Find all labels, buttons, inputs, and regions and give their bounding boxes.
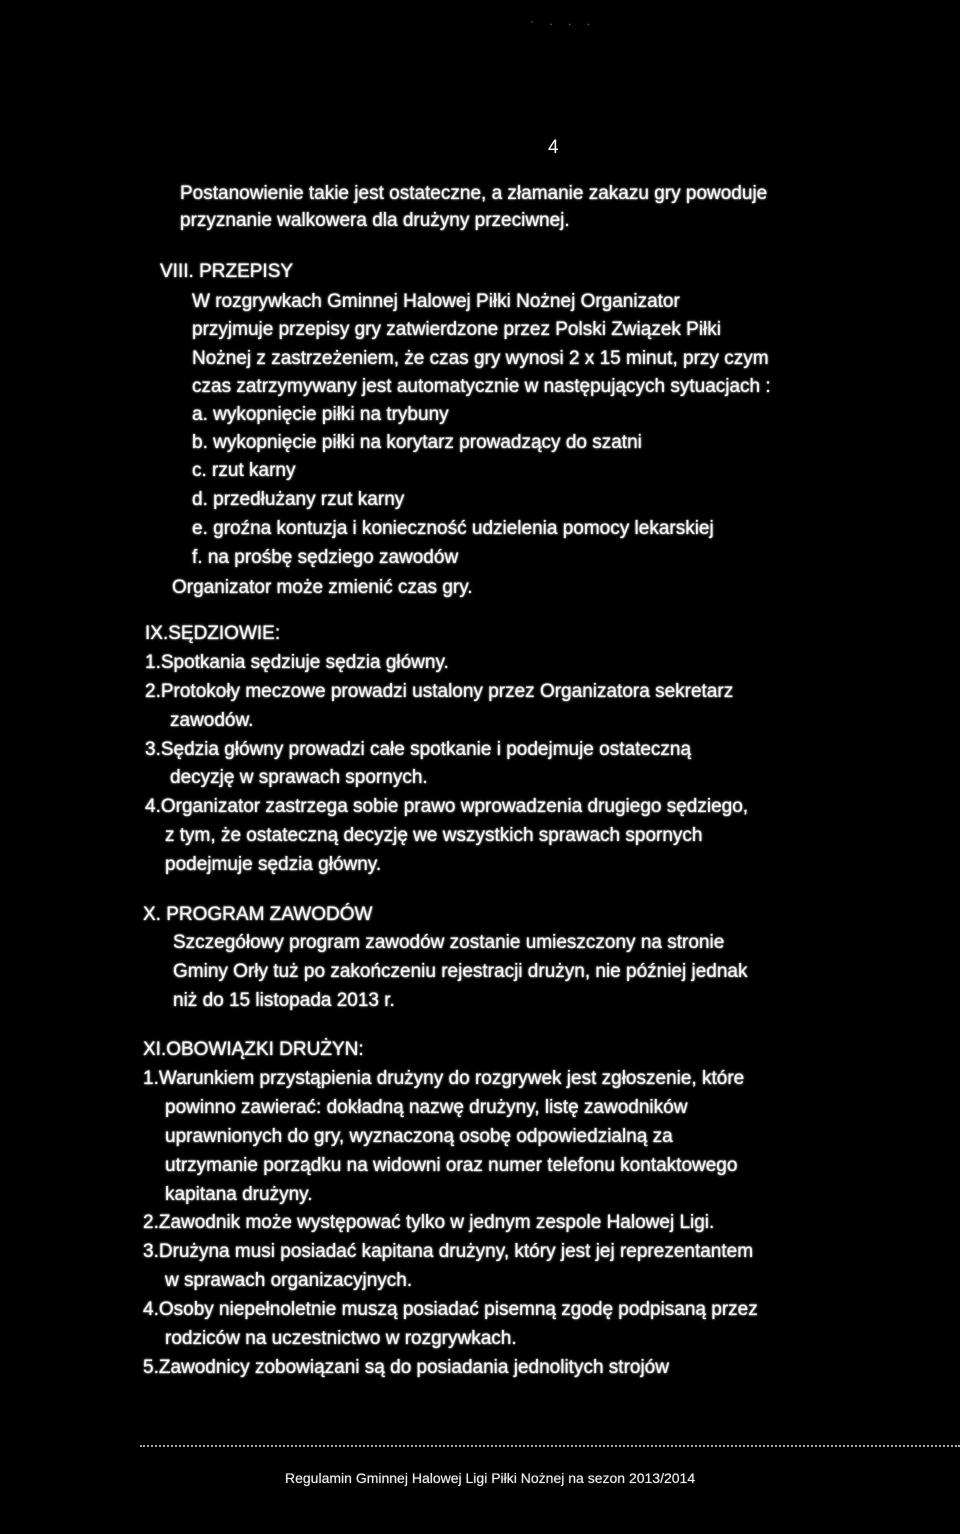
list-item: 3.Sędzia główny prowadzi całe spotkanie i podejmuje ostateczną <box>145 739 692 760</box>
paragraph-line: Gminy Orły tuż po zakończeniu rejestracji drużyn, nie później jednak <box>173 961 748 982</box>
paragraph-line: Nożnej z zastrzeżeniem, że czas gry wynosi 2 x 15 minut, przy czym <box>192 348 769 369</box>
paragraph-line: czas zatrzymywany jest automatycznie w następujących sytuacjach : <box>192 376 771 397</box>
intro-line: przyznanie walkowera dla drużyny przeciwnej. <box>180 210 570 231</box>
list-item: decyzję w sprawach spornych. <box>170 767 428 788</box>
list-item: b. wykopnięcie piłki na korytarz prowadzący do szatni <box>192 432 642 453</box>
list-item: 1.Spotkania sędziuje sędzia główny. <box>145 652 449 673</box>
page-number: 4 <box>548 137 559 158</box>
list-item: a. wykopnięcie piłki na trybuny <box>192 404 449 425</box>
list-item: podejmuje sędzia główny. <box>165 854 382 875</box>
list-item: z tym, że ostateczną decyzję we wszystkich sprawach spornych <box>165 825 703 846</box>
list-item: powinno zawierać: dokładną nazwę drużyny, listę zawodników <box>165 1097 688 1118</box>
list-item: e. groźna kontuzja i konieczność udzielenia pomocy lekarskiej <box>192 518 714 539</box>
footer-text: Regulamin Gminnej Halowej Ligi Piłki Nożnej na sezon 2013/2014 <box>285 1470 696 1486</box>
list-item: 4.Organizator zastrzega sobie prawo wprowadzenia drugiego sędziego, <box>145 796 749 817</box>
paragraph-line: W rozgrywkach Gminnej Halowej Piłki Nożnej Organizator <box>192 291 680 312</box>
list-item: zawodów. <box>170 710 254 731</box>
section-heading-xi: XI.OBOWIĄZKI DRUŻYN: <box>143 1039 364 1060</box>
paragraph-line: przyjmuje przepisy gry zatwierdzone przez Polski Związek Piłki <box>192 319 722 340</box>
list-item: 1.Warunkiem przystąpienia drużyny do rozgrywek jest zgłoszenie, które <box>143 1068 745 1089</box>
list-item: uprawnionych do gry, wyznaczoną osobę odpowiedzialną za <box>165 1126 673 1147</box>
paragraph-line: Szczegółowy program zawodów zostanie umieszczony na stronie <box>173 932 725 953</box>
paragraph-line: Organizator może zmienić czas gry. <box>172 577 473 598</box>
list-item: 2.Zawodnik może występować tylko w jednym zespole Halowej Ligi. <box>143 1212 715 1233</box>
list-item: w sprawach organizacyjnych. <box>165 1270 413 1291</box>
scan-artifact: · . . . <box>530 14 596 28</box>
footer-divider <box>140 1445 960 1447</box>
list-item: kapitana drużyny. <box>165 1184 313 1205</box>
list-item: 2.Protokoły meczowe prowadzi ustalony przez Organizatora sekretarz <box>145 681 734 702</box>
list-item: utrzymanie porządku na widowni oraz numer telefonu kontaktowego <box>165 1155 738 1176</box>
section-heading-ix: IX.SĘDZIOWIE: <box>145 623 281 644</box>
section-heading-viii: VIII. PRZEPISY <box>160 261 294 282</box>
section-heading-x: X. PROGRAM ZAWODÓW <box>143 904 373 925</box>
list-item: 3.Drużyna musi posiadać kapitana drużyny, który jest jej reprezentantem <box>143 1241 754 1262</box>
list-item: 4.Osoby niepełnoletnie muszą posiadać pisemną zgodę podpisaną przez <box>143 1299 758 1320</box>
list-item: 5.Zawodnicy zobowiązani są do posiadania jednolitych strojów <box>143 1357 669 1378</box>
intro-line: Postanowienie takie jest ostateczne, a złamanie zakazu gry powoduje <box>180 183 768 204</box>
list-item: c. rzut karny <box>192 460 296 481</box>
paragraph-line: niż do 15 listopada 2013 r. <box>173 990 395 1011</box>
list-item: d. przedłużany rzut karny <box>192 489 405 510</box>
list-item: rodziców na uczestnictwo w rozgrywkach. <box>165 1328 517 1349</box>
list-item: f. na prośbę sędziego zawodów <box>192 547 459 568</box>
